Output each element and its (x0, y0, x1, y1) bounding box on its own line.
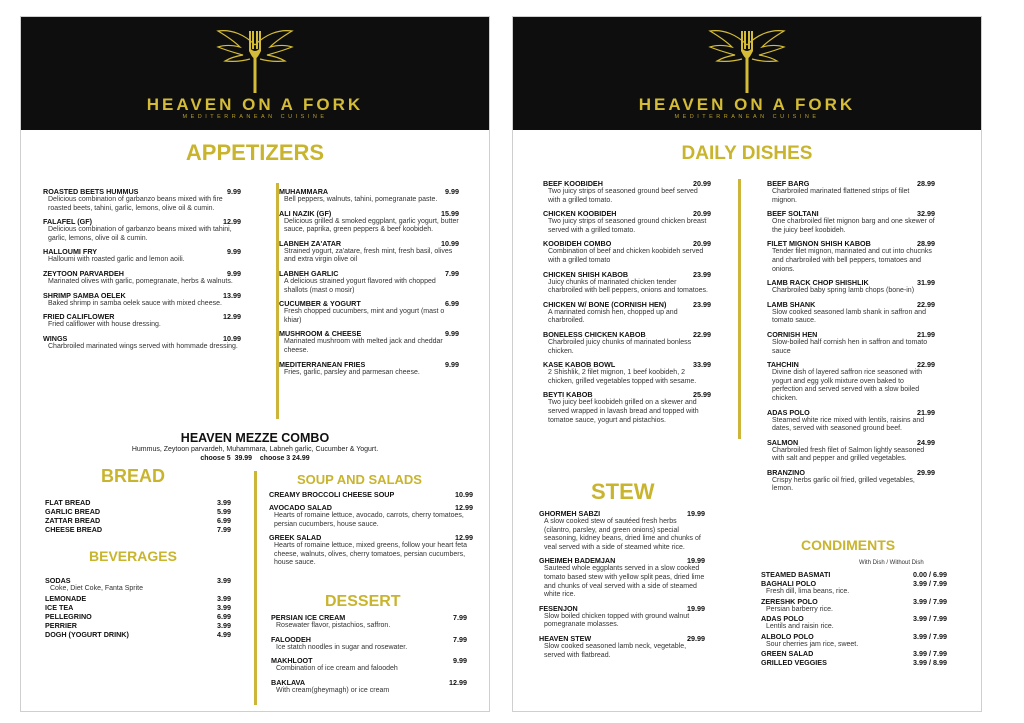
menu-item-description: Coke, Diet Coke, Fanta Sprite (50, 585, 143, 592)
menu-item-name: GREEN SALAD (761, 649, 814, 659)
menu-item (767, 239, 935, 274)
menu-item-description: Combination of beef and chicken koobideh served with a grilled tomato (548, 248, 704, 264)
menu-item (279, 360, 459, 378)
menu-page-left (20, 16, 490, 712)
appetizers-heading: APPETIZERS (185, 140, 325, 165)
menu-item-price: 9.99 (445, 187, 459, 196)
menu-item (543, 360, 711, 386)
menu-item-price: 3.99 / 8.99 (913, 658, 947, 668)
menu-item-name: GREEK SALAD (269, 533, 322, 543)
condiments-heading: CONDIMENTS (801, 537, 896, 553)
menu-item-name: ROASTED BEETS HUMMUS (43, 187, 139, 196)
menu-item-description: 2 Shishlik, 2 filet mignon, 1 beef koobideh, 2 chicken, grilled vegetables topped with sesame. (548, 369, 697, 385)
menu-item-description: Lentils and raisin rice. (766, 623, 834, 631)
menu-item (543, 179, 711, 205)
menu-item (767, 278, 935, 296)
menu-item-price: 3.99 / 7.99 (913, 631, 947, 641)
menu-item (43, 269, 241, 287)
menu-item-price: 7.99 (453, 613, 467, 622)
menu-item-price: 31.99 (917, 278, 935, 288)
menu-item-price: 0.00 / 6.99 (913, 570, 947, 579)
brand-tagline: MEDITERRANEAN CUISINE (674, 114, 820, 120)
menu-item-description: Baked shrimp in samba oelek sauce with mixed cheese. (48, 299, 222, 307)
menu-item-price: 3.99 (217, 498, 231, 507)
menu-item-description: Two juicy strips of seasoned ground chicken breast served with a grilled tomato. (548, 218, 707, 234)
menu-item-price: 3.99 / 7.99 (913, 614, 947, 624)
menu-item (45, 621, 231, 630)
menu-item-price: 19.99 (687, 509, 705, 518)
menu-item-name: FLAT BREAD (45, 498, 91, 507)
menu-item-description: Fresh dill, lima beans, rice. (766, 588, 850, 595)
menu-item (543, 209, 711, 235)
menu-item-description: Charbroiled juicy chunks of marinated bonless chicken. (548, 338, 692, 355)
menu-item-name: FESENJON (539, 603, 578, 613)
condiments-price-header: With Dish / Without Dish (859, 560, 924, 566)
menu-item-name: AVOCADO SALAD (269, 503, 332, 512)
menu-item-name: PERRIER (45, 620, 77, 630)
menu-item (279, 187, 459, 205)
menu-item-price: 28.99 (917, 239, 935, 249)
menu-item (43, 312, 241, 330)
menu-item-description: Fresh chopped cucumbers, mint and yogurt (mast o khiar) (284, 308, 445, 324)
menu-item-name: HEAVEN STEW (539, 633, 592, 643)
menu-item (761, 649, 947, 658)
menu-item-name: GARLIC BREAD (45, 507, 101, 516)
menu-item-price: 24.99 (917, 437, 935, 447)
menu-item-description: Slow cooked seasoned lamb shank in saffron and tomato sauce. (772, 308, 926, 325)
menu-item (767, 468, 935, 494)
menu-item (543, 330, 711, 356)
menu-item-description: Marinated mushroom with melted jack and cheddar cheese. (284, 338, 443, 354)
menu-item-description: Hearts of romaine lettuce, mixed greens, follow your heart feta cheese, walnuts, olives, cherry tomatoes, persian cucumbers, house sauce. (274, 542, 467, 567)
menu-item-description: Juicy chunks of marinated chicken tender charbroiled with bell peppers, onions and tomatoes. (548, 278, 708, 295)
menu-item-name: SHRIMP SAMBA OELEK (43, 290, 126, 300)
menu-item-description: Sour cherries jam rice, sweet. (766, 640, 859, 648)
menu-item (269, 490, 473, 499)
menu-item-name: BEEF SOLTANI (767, 209, 819, 219)
menu-item-description: Charbroiled baby spring lamb chops (bone-in) (772, 287, 915, 295)
menu-item (543, 390, 711, 425)
menu-item-description: Charbroiled fresh filet of Salmon lightly seasoned with salt and pepper and grilled vegetables. (772, 446, 925, 463)
menu-item-price: 10.99 (441, 238, 459, 248)
menu-item-description: Two juicy beef koobideh grilled on a skewer and served wrapped in lavash bread and topped with tomatoe sauce, yogurt and pistachios. (548, 399, 699, 424)
menu-item-name: SODAS (45, 576, 71, 585)
daily-dishes-heading: DAILY DISHES (681, 143, 813, 164)
menu-item-name: MUHAMMARA (279, 187, 329, 196)
menu-item-name: LAMB RACK CHOP SHISHLIK (767, 278, 869, 288)
brand-tagline: MEDITERRANEAN CUISINE (182, 114, 328, 120)
header-banner (513, 17, 981, 130)
menu-item-price: 10.99 (223, 333, 241, 343)
menu-item (43, 187, 241, 213)
menu-item-name: ICE TEA (45, 602, 74, 612)
menu-item-price: 9.99 (227, 187, 241, 196)
menu-item (539, 634, 705, 660)
menu-item (271, 635, 467, 653)
menu-item-name: GHORMEH SABZI (539, 509, 601, 518)
stew-heading: STEW (591, 479, 655, 504)
menu-item (761, 632, 947, 650)
menu-item-name: BEEF BARG (767, 179, 810, 188)
menu-item-price: 12.99 (455, 533, 473, 543)
menu-item (761, 614, 947, 632)
menu-item (271, 613, 467, 631)
menu-item-name: HALLOUMI FRY (43, 247, 98, 257)
menu-item-price: 5.99 (217, 507, 231, 516)
menu-item-price: 21.99 (917, 407, 935, 417)
menu-item-price: 10.99 (455, 490, 473, 499)
soup-salads-list (269, 490, 473, 572)
menu-item-name: MEDITERRANEAN FRIES (279, 359, 366, 369)
menu-item-name: FALOODEH (271, 634, 311, 644)
menu-item-description: Crispy herbs garlic oil fried, grilled vegetables, lemon. (772, 476, 915, 493)
menu-item-price: 33.99 (693, 360, 711, 370)
menu-item-name: GRILLED VEGGIES (761, 658, 827, 668)
menu-item-description: A delicious strained yogurt flavored with chopped shallots (mast o mosir) (284, 277, 436, 294)
menu-item (767, 300, 935, 326)
menu-item (43, 291, 241, 309)
menu-item (279, 329, 459, 355)
menu-item (767, 408, 935, 434)
menu-item-name: BONELESS CHICKEN KABOB (543, 329, 646, 339)
menu-item-description: Divine dish of layered saffron rice seasoned with yogurt and egg yolk mixture oven baked to perfection and served served with a slow boiled chicken. (772, 369, 923, 402)
menu-item-description: Bell peppers, walnuts, tahini, pomegranate paste. (284, 196, 438, 203)
menu-item-price: 32.99 (917, 209, 935, 219)
menu-item (45, 603, 231, 612)
menu-item-price: 3.99 (217, 576, 231, 585)
menu-item-name: ADAS POLO (767, 407, 810, 417)
menu-item (279, 269, 459, 295)
menu-item-name: ALI NAZIK (GF) (279, 208, 332, 218)
stew-list (539, 509, 705, 664)
menu-item-price: 15.99 (441, 208, 459, 218)
menu-item-description: Tender filet mignon, marinated and cut into chucnks and charbroiled with bell peppers, tomatoes and onions. (772, 248, 932, 273)
menu-item-price: 20.99 (693, 179, 711, 188)
menu-item-price: 7.99 (453, 634, 467, 644)
menu-item-description: Combination of ice cream and faloodeh (276, 665, 398, 673)
menu-item-name: GHEIMEH BADEMJAN (539, 556, 616, 566)
winged-fork-logo-icon (210, 27, 300, 97)
menu-item-name: CHEESE BREAD (45, 525, 103, 534)
menu-item-name: FRIED CALIFLOWER (43, 312, 115, 322)
menu-item-price: 12.99 (449, 677, 467, 687)
menu-item (45, 576, 231, 594)
brand-name: HEAVEN ON A FORK (146, 95, 364, 114)
winged-fork-logo-icon (702, 27, 792, 97)
menu-item (539, 604, 705, 630)
menu-item-description: Persian barberry rice. (766, 605, 833, 613)
menu-item-name: WINGS (43, 333, 68, 343)
menu-item-name: BAGHALI POLO (761, 579, 817, 588)
menu-item-name: CHICKEN SHISH KABOB (543, 269, 629, 279)
menu-item (279, 299, 459, 325)
menu-item-description: Delicious combination of garbanzo beans mixed with tahini, garlic, lemons, olive oil & cumin. (48, 226, 232, 242)
menu-item-name: ADAS POLO (761, 614, 804, 624)
vertical-divider-lower (254, 471, 257, 705)
menu-item (761, 579, 947, 597)
menu-item-description: Delicious combination of garbanzo beans mixed with fire roasted beets, tahini, garlic, lemons, olive oil & cumin. (48, 196, 223, 212)
menu-item-price: 23.99 (693, 299, 711, 309)
menu-item (43, 217, 241, 243)
menu-item (43, 247, 241, 265)
menu-item-price: 12.99 (455, 503, 473, 512)
menu-item-price: 9.99 (445, 359, 459, 369)
menu-item-price: 21.99 (917, 329, 935, 339)
menu-item-price: 4.99 (217, 629, 231, 639)
menu-item-price: 3.99 / 7.99 (913, 579, 947, 588)
menu-item-price: 23.99 (693, 269, 711, 279)
menu-item-description: Ice statch noodles in sugar and rosewater. (276, 643, 408, 651)
menu-item-price: 19.99 (687, 603, 705, 613)
menu-item-name: FALAFEL (GF) (43, 217, 92, 227)
menu-item-price: 12.99 (223, 217, 241, 227)
daily-dishes-right-column (767, 179, 935, 498)
condiments-list (761, 570, 947, 667)
menu-item (269, 503, 473, 529)
menu-item-price: 6.99 (217, 516, 231, 525)
menu-item-name: DOGH (YOGURT DRINK) (45, 629, 129, 639)
menu-item (45, 630, 231, 639)
menu-item (767, 330, 935, 356)
menu-item (45, 525, 231, 534)
menu-item-description: One charbroiled filet mignon barg and one skewer of the juicy beef koobideh. (772, 218, 935, 234)
menu-item (761, 570, 947, 579)
beverages-heading: BEVERAGES (89, 548, 177, 564)
bread-heading: BREAD (101, 466, 166, 486)
mezze-combo-title: HEAVEN MEZZE COMBO (180, 431, 330, 445)
menu-item (271, 656, 467, 674)
menu-item-name: KASE KABOB BOWL (543, 360, 616, 370)
menu-item-price: 3.99 (217, 593, 231, 603)
menu-item-price: 3.99 (217, 620, 231, 630)
menu-item-name: KOOBIDEH COMBO (543, 239, 612, 249)
menu-item-description: Halloumi with roasted garlic and lemon aoili. (48, 256, 185, 264)
menu-item (543, 300, 711, 326)
menu-item-description: Charbroiled marinated flattened strips of filet mignon. (772, 188, 910, 204)
menu-item (45, 516, 231, 525)
menu-item-name: PELLEGRINO (45, 611, 92, 621)
menu-item-name: LAMB SHANK (767, 299, 816, 309)
menu-item-description: Sauteed whole eggplants served in a slow cooked tomato based stew with yellow split peas, dried lime and chunks of veal served with a side of steamed white rice. (544, 565, 705, 599)
vertical-divider (738, 179, 741, 439)
menu-item-name: ZEYTOON PARVARDEH (43, 268, 124, 278)
menu-item-price: 13.99 (223, 290, 241, 300)
menu-item-name: LABNEH ZA'ATAR (279, 238, 342, 248)
menu-item-name: LABNEH GARLIC (279, 268, 339, 278)
menu-item-name: LEMONADE (45, 593, 87, 603)
menu-item (539, 509, 705, 552)
menu-item-name: BEEF KOOBIDEH (543, 179, 603, 188)
menu-item-description: Slow boiled chicken topped with ground walnut pomegranate molasses. (544, 612, 690, 629)
menu-item-price: 29.99 (687, 633, 705, 643)
menu-item-price: 9.99 (445, 329, 459, 339)
menu-item (45, 498, 231, 507)
menu-item (761, 658, 947, 667)
menu-item-description: Slow cooked seasoned lamb neck, vegetable, served with flatbread. (544, 642, 687, 659)
menu-item-name: CHICKEN KOOBIDEH (543, 209, 617, 219)
menu-item-price: 22.99 (693, 329, 711, 339)
menu-item-price: 25.99 (693, 390, 711, 400)
mezze-combo-prices: choose 5 39.99 choose 3 24.99 (200, 455, 310, 462)
menu-item-price: 6.99 (217, 611, 231, 621)
menu-item (45, 507, 231, 516)
menu-item-description: Fries, garlic, parsley and parmesan cheese. (284, 368, 420, 376)
menu-item-description: A marinated cornish hen, chopped up and charbroiled. (548, 308, 678, 325)
menu-item-description: With cream(gheymagh) or ice cream (276, 686, 390, 694)
menu-item-name: FILET MIGNON SHISH KABOB (767, 239, 871, 249)
mezze-combo-description: Hummus, Zeytoon parvardeh, Muhammara, Labneh garlic, Cucumber & Yogurt. (131, 446, 379, 453)
menu-item-name: CREAMY BROCCOLI CHEESE SOUP (269, 490, 395, 499)
header-banner (21, 17, 489, 130)
menu-item-description: Two juicy strips of seasoned ground beef served with a grilled tomato. (548, 188, 698, 204)
menu-item-name: BAKLAVA (271, 677, 306, 687)
dessert-list (271, 613, 467, 699)
menu-item-description: Hearts of romaine lettuce, avocado, carrots, cherry tomatoes, persian cucumbers, house sauce. (274, 512, 464, 528)
menu-item-price: 19.99 (687, 556, 705, 566)
menu-item (767, 209, 935, 235)
menu-item-name: ZERESHK POLO (761, 596, 818, 606)
beverages-list (45, 576, 231, 639)
menu-item-price: 29.99 (917, 467, 935, 477)
menu-item-price: 20.99 (693, 209, 711, 219)
menu-item-name: CUCUMBER & YOGURT (279, 299, 361, 309)
menu-item-price: 3.99 (217, 602, 231, 612)
menu-item-price: 22.99 (917, 299, 935, 309)
menu-item-price: 9.99 (227, 247, 241, 257)
menu-item-description: Charbroiled marinated wings served with hommade dressing. (48, 342, 238, 350)
menu-item-description: Slow-boiled half cornish hen in saffron and tomato sauce (772, 338, 928, 355)
appetizers-left-column (43, 187, 241, 355)
menu-item-price: 3.99 / 7.99 (913, 596, 947, 606)
menu-item-price: 3.99 / 7.99 (913, 649, 947, 659)
menu-item-price: 28.99 (917, 179, 935, 188)
menu-item-name: ALBOLO POLO (761, 631, 814, 641)
menu-item (543, 270, 711, 296)
menu-item-price: 12.99 (223, 312, 241, 322)
menu-item-name: MUSHROOM & CHEESE (279, 329, 362, 339)
menu-item (761, 597, 947, 615)
menu-item-description: Delicious grilled & smoked eggplant, garlic yogurt, butter sauce, paprika, green peppers & beef koobideh. (284, 217, 459, 234)
brand-name: HEAVEN ON A FORK (638, 95, 856, 114)
menu-item-name: SALMON (767, 437, 799, 447)
menu-item-price: 9.99 (453, 656, 467, 666)
menu-page-right (512, 16, 982, 712)
menu-item-price: 7.99 (445, 268, 459, 278)
menu-item-name: MAKHLOOT (271, 656, 313, 666)
menu-item-price: 20.99 (693, 239, 711, 249)
daily-dishes-left-column (543, 179, 711, 429)
menu-item-name: CORNISH HEN (767, 329, 818, 339)
menu-item-price: 9.99 (227, 268, 241, 278)
menu-item-price: 7.99 (217, 525, 231, 534)
menu-item-description: Fried califlower with house dressing. (48, 321, 161, 329)
menu-item-name: TAHCHIN (767, 360, 799, 370)
menu-item (767, 179, 935, 205)
menu-item (539, 556, 705, 599)
dessert-heading: DESSERT (325, 593, 401, 610)
menu-item (269, 533, 473, 568)
menu-item (543, 239, 711, 265)
menu-item (45, 594, 231, 603)
menu-item-description: Strained yogurt, za'atare, fresh mint, fresh basil, olives and extra virgin olive oil (284, 247, 453, 264)
soup-salads-heading: SOUP AND SALADS (297, 472, 422, 487)
bread-list (45, 498, 231, 534)
menu-item (43, 334, 241, 352)
appetizers-right-column (279, 187, 459, 381)
menu-item-name: ZATTAR BREAD (45, 516, 101, 525)
menu-item-price: 6.99 (445, 299, 459, 309)
menu-item-description: Steamed white rice mixed with lentils, raisins and dates, served with seasoned ground beef. (772, 416, 925, 433)
menu-item-description: A slow cooked stew of sautéed fresh herbs (cilantro, parsley, and green onions) special seasoning, kidney beans, dried lime and chunks of veal served with a side of steamed white rice. (544, 518, 701, 551)
menu-item (767, 438, 935, 464)
menu-item-name: PERSIAN ICE CREAM (271, 613, 346, 622)
menu-item-description: Marinated olives with garlic, pomegranate, herbs & walnuts. (48, 277, 233, 285)
menu-item (279, 239, 459, 265)
menu-item (45, 612, 231, 621)
menu-item-name: BRANZINO (767, 467, 805, 477)
menu-item (767, 360, 935, 403)
menu-item-price: 22.99 (917, 360, 935, 370)
menu-item (279, 209, 459, 235)
menu-item-name: BEYTI KABOB (543, 390, 593, 400)
menu-item-description: Rosewater flavor, pistachios, saffron. (276, 622, 391, 629)
menu-item (271, 678, 467, 696)
menu-item-name: STEAMED BASMATI (761, 570, 831, 579)
menu-item-name: CHICKEN W/ BONE (CORNISH HEN) (543, 299, 667, 309)
